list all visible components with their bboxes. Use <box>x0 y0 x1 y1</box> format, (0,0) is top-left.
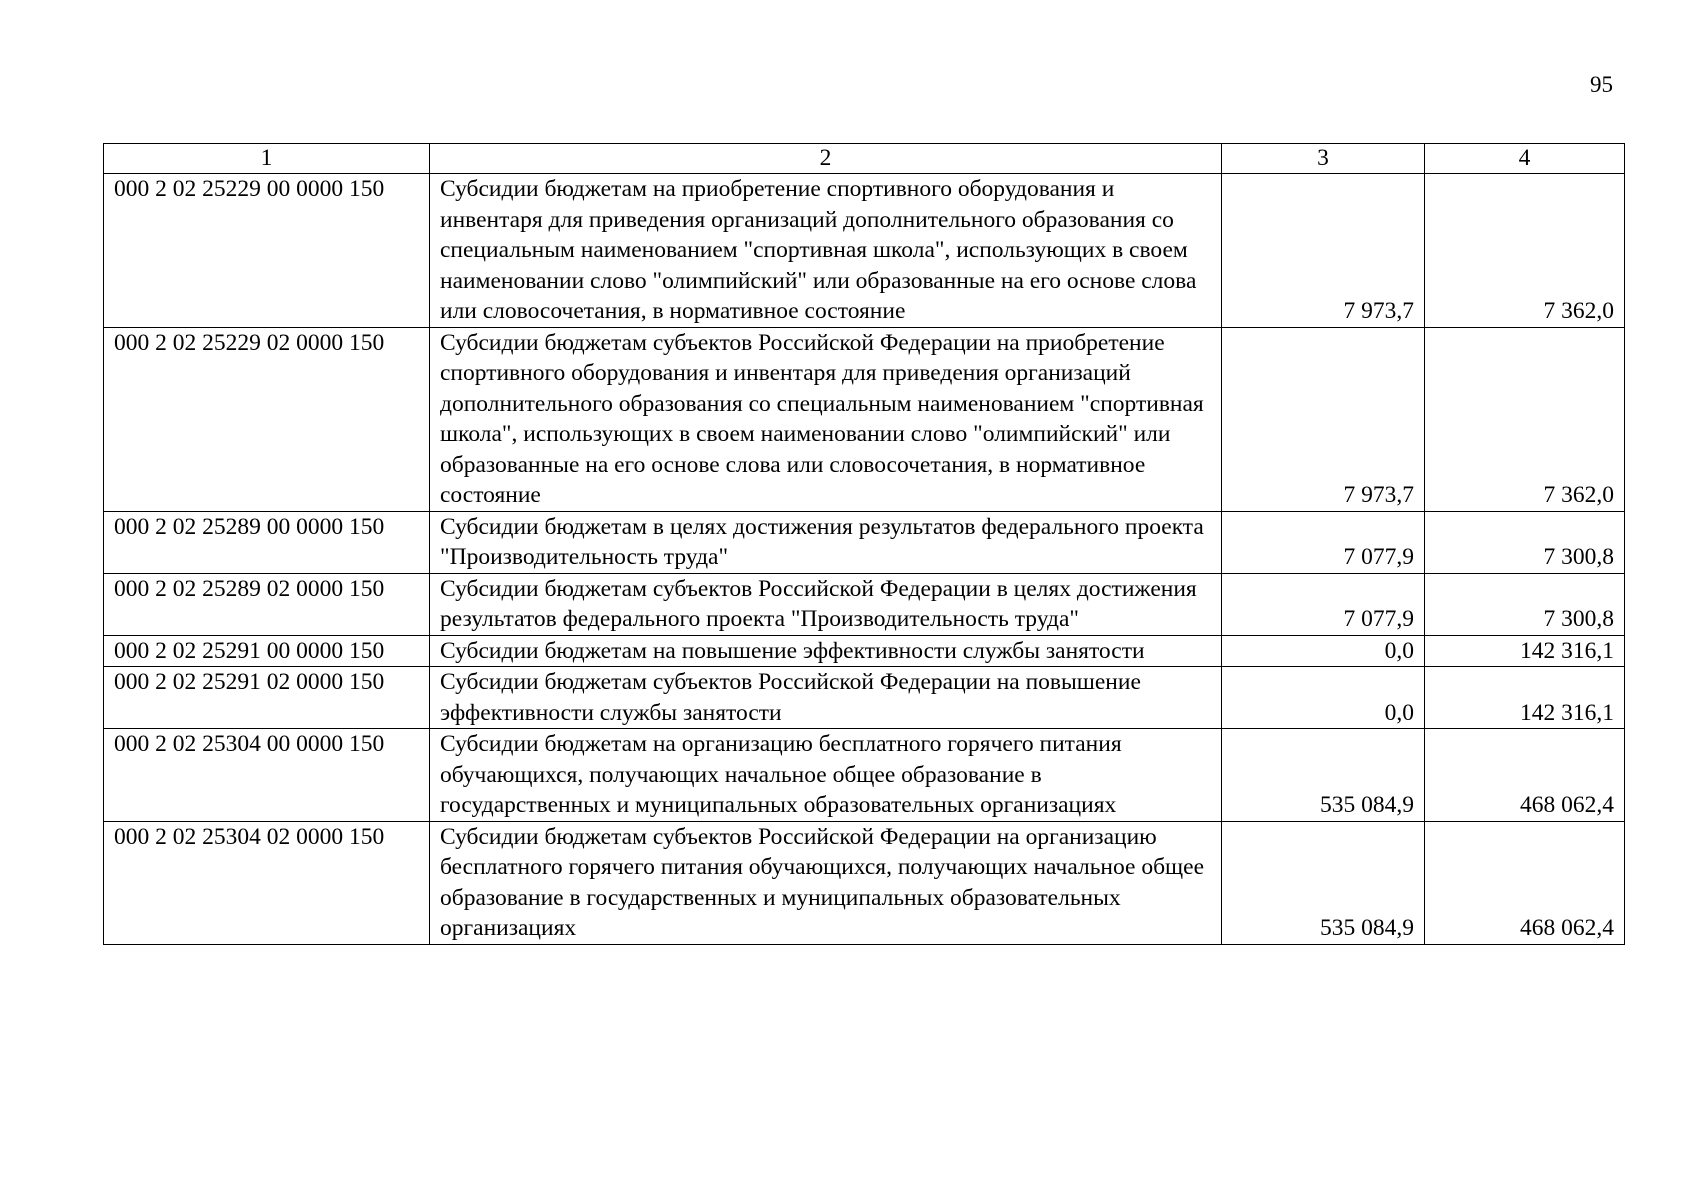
description-cell: Субсидии бюджетам на приобретение спортивного оборудования и инвентаря для приведения организаций дополнительного образования со специальным наименованием "спортивная школа", использующих в своем наименовании слово "олимпийский" или образованные на его основе слова или словосочетания, в нормативное состояние <box>430 174 1222 328</box>
table-row <box>104 573 1625 635</box>
header-column-4: 4 <box>1425 144 1625 174</box>
description-cell: Субсидии бюджетам субъектов Российской Федерации в целях достижения результатов федерального проекта "Производительность труда" <box>430 573 1222 635</box>
budget-code-cell: 000 2 02 25304 00 0000 150 <box>104 729 430 822</box>
amount-col3-cell: 535 084,9 <box>1222 729 1425 822</box>
header-column-1: 1 <box>104 144 430 174</box>
budget-code-cell: 000 2 02 25229 00 0000 150 <box>104 174 430 328</box>
table-row <box>104 729 1625 822</box>
table-row <box>104 635 1625 667</box>
amount-col3-cell: 7 077,9 <box>1222 573 1425 635</box>
amount-col4-cell: 7 300,8 <box>1425 573 1625 635</box>
amount-col4-cell: 7 300,8 <box>1425 511 1625 573</box>
amount-col4-cell: 7 362,0 <box>1425 174 1625 328</box>
budget-table <box>103 143 1625 945</box>
amount-col3-cell: 0,0 <box>1222 635 1425 667</box>
amount-col3-cell: 0,0 <box>1222 667 1425 729</box>
amount-col3-cell: 535 084,9 <box>1222 821 1425 944</box>
description-cell: Субсидии бюджетам на повышение эффективности службы занятости <box>430 635 1222 667</box>
description-cell: Субсидии бюджетам субъектов Российской Федерации на организацию бесплатного горячего питания обучающихся, получающих начальное общее образование в государственных и муниципальных образовательных организациях <box>430 821 1222 944</box>
description-cell: Субсидии бюджетам в целях достижения результатов федерального проекта "Производительность труда" <box>430 511 1222 573</box>
budget-code-cell: 000 2 02 25304 02 0000 150 <box>104 821 430 944</box>
header-row <box>104 144 1625 174</box>
table-row <box>104 327 1625 511</box>
budget-code-cell: 000 2 02 25229 02 0000 150 <box>104 327 430 511</box>
description-cell: Субсидии бюджетам субъектов Российской Федерации на повышение эффективности службы занятости <box>430 667 1222 729</box>
amount-col4-cell: 7 362,0 <box>1425 327 1625 511</box>
header-column-3: 3 <box>1222 144 1425 174</box>
amount-col4-cell: 468 062,4 <box>1425 729 1625 822</box>
amount-col3-cell: 7 973,7 <box>1222 327 1425 511</box>
budget-code-cell: 000 2 02 25291 00 0000 150 <box>104 635 430 667</box>
amount-col4-cell: 468 062,4 <box>1425 821 1625 944</box>
table-body <box>104 174 1625 945</box>
description-cell: Субсидии бюджетам субъектов Российской Федерации на приобретение спортивного оборудования и инвентаря для приведения организаций дополнительного образования со специальным наименованием "спортивная школа", использующих в своем наименовании слово "олимпийский" или образованные на его основе слова или словосочетания, в нормативное состояние <box>430 327 1222 511</box>
table-row <box>104 821 1625 944</box>
table-row <box>104 667 1625 729</box>
description-cell: Субсидии бюджетам на организацию бесплатного горячего питания обучающихся, получающих начальное общее образование в государственных и муниципальных образовательных организациях <box>430 729 1222 822</box>
budget-code-cell: 000 2 02 25289 02 0000 150 <box>104 573 430 635</box>
table-row <box>104 174 1625 328</box>
page-number: 95 <box>1590 72 1613 97</box>
amount-col3-cell: 7 077,9 <box>1222 511 1425 573</box>
amount-col4-cell: 142 316,1 <box>1425 635 1625 667</box>
header-column-2: 2 <box>430 144 1222 174</box>
amount-col3-cell: 7 973,7 <box>1222 174 1425 328</box>
table-header <box>104 144 1625 174</box>
table-row <box>104 511 1625 573</box>
budget-code-cell: 000 2 02 25289 00 0000 150 <box>104 511 430 573</box>
budget-code-cell: 000 2 02 25291 02 0000 150 <box>104 667 430 729</box>
amount-col4-cell: 142 316,1 <box>1425 667 1625 729</box>
